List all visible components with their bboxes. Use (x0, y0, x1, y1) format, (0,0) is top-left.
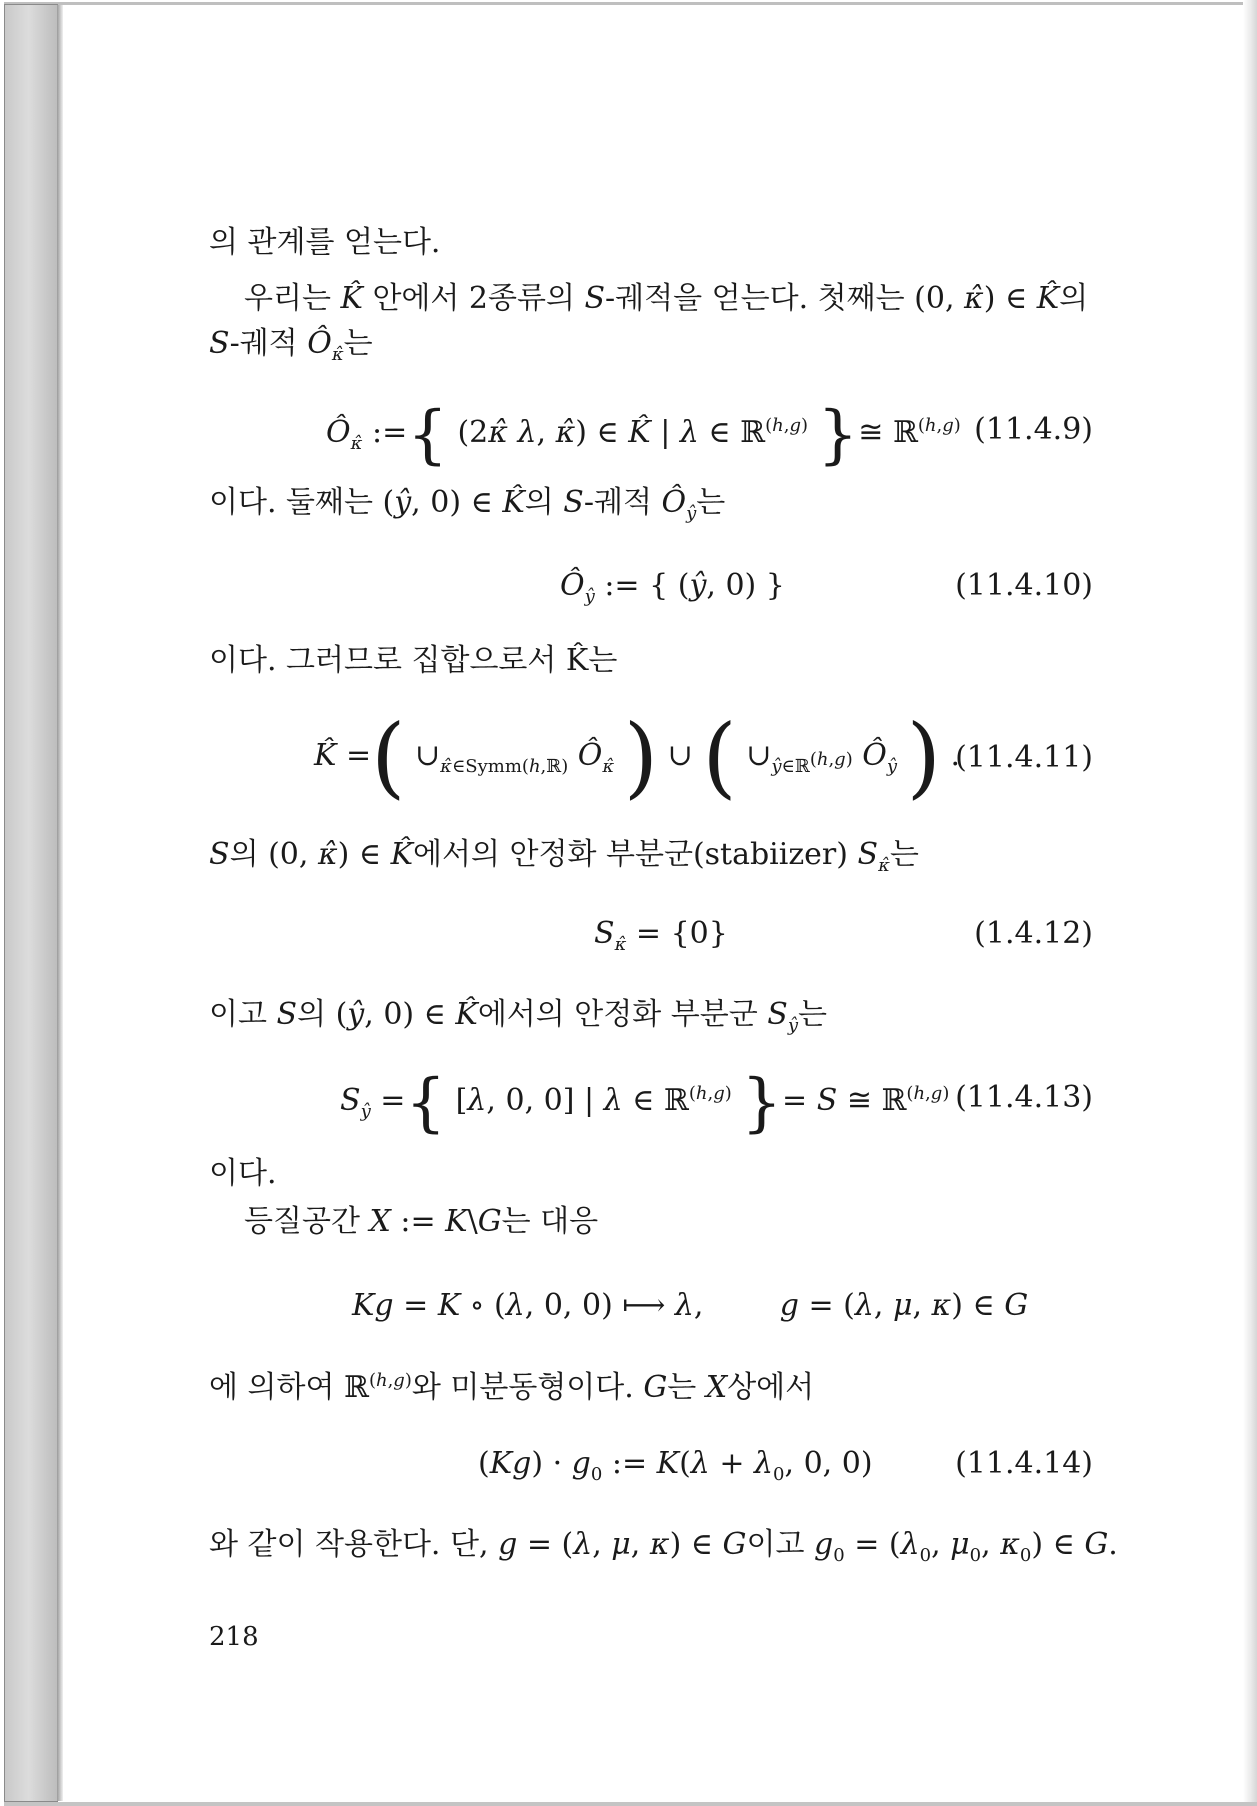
text-line-2: 우리는 K̂ 안에서 2종류의 S-궤적을 얻는다. 첫째는 (0, κ̂) ∈ K̂의 (244, 281, 1089, 316)
text-line-3: S-궤적 $Ô_{\kappâ}$는 (209, 326, 373, 365)
equation-11-4-11: K̂ =( $\cup_{\kappâ\in Symm(h,ℝ)}$ $Ô_{\kappâ}$ ) ∪ ( $\cup_{ŷ\in ℝ^{(h,g)}}$ $Ô_ŷ$ ) . (314, 705, 961, 808)
text-line-10: 에 의하여 ℝ$^{(h,g)}$와 미분동형이다. G는 X상에서 (209, 1370, 815, 1405)
equation-number: (1.4.12) (974, 916, 1093, 951)
book-spine-edge (4, 4, 58, 1802)
equation-11-4-10: $Ô_ŷ$ := { (ŷ, 0) } (560, 568, 785, 607)
text-line-1: 의 관계를 얻는다. (209, 225, 441, 260)
equation-correspondence: Kg = K ∘ (λ, 0, 0) ⟼ λ, g = (λ, μ, κ) ∈ G (352, 1288, 1029, 1323)
book-top-edge (4, 2, 1253, 5)
text-line-9: 등질공간 X := K\G는 대응 (244, 1204, 599, 1239)
text-line-7: 이고 S의 (ŷ, 0) ∈ K̂에서의 안정화 부분군 $S_ŷ$는 (209, 997, 827, 1036)
text-line-4: 이다. 둘째는 (ŷ, 0) ∈ K̂의 S-궤적 $Ô_ŷ$는 (209, 485, 726, 524)
equation-number: (11.4.10) (955, 568, 1093, 603)
book-right-edge (1243, 0, 1257, 1806)
text-line-5: 이다. 그러므로 집합으로서 K̂는 (209, 643, 618, 678)
text-line-6: S의 (0, κ̂) ∈ K̂에서의 안정화 부분군(stabiizer) $S_{\kappâ}$는 (209, 837, 919, 876)
text-line-11: 와 같이 작용한다. 단, g = (λ, μ, κ) ∈ G이고 $g_0 = (\lambda_0$, $\mu_0$, $\kappa_0$) ∈ G. (209, 1527, 1118, 1566)
book-bottom-edge (4, 1802, 1257, 1806)
equation-11-4-13: $S_ŷ$ ={ [λ, 0, 0] | λ ∈ ℝ$^{(h,g)}$ }= S ≅ ℝ$^{(h,g)}$ (340, 1066, 950, 1140)
equation-11-4-9: $Ô_{\kappâ}$ :={ (2κ̂ λ, κ̂) ∈ K̂ | λ ∈ ℝ$^{(h,g)}$ }≅ ℝ$^{(h,g)}$ (326, 398, 961, 472)
equation-number: (11.4.14) (955, 1446, 1093, 1481)
equation-1-4-12: $S_{\kappâ} = \{0\}$ (594, 916, 728, 955)
equation-number: (11.4.13) (955, 1080, 1093, 1115)
equation-number: (11.4.9) (974, 412, 1093, 447)
equation-number: (11.4.11) (955, 740, 1093, 775)
equation-11-4-14: $(Kg) \cdot g_0$ := $K(\lambda + \lambda_0$, 0, 0) (478, 1446, 873, 1485)
page-number: 218 (209, 1622, 259, 1652)
text-line-8: 이다. (209, 1156, 277, 1191)
